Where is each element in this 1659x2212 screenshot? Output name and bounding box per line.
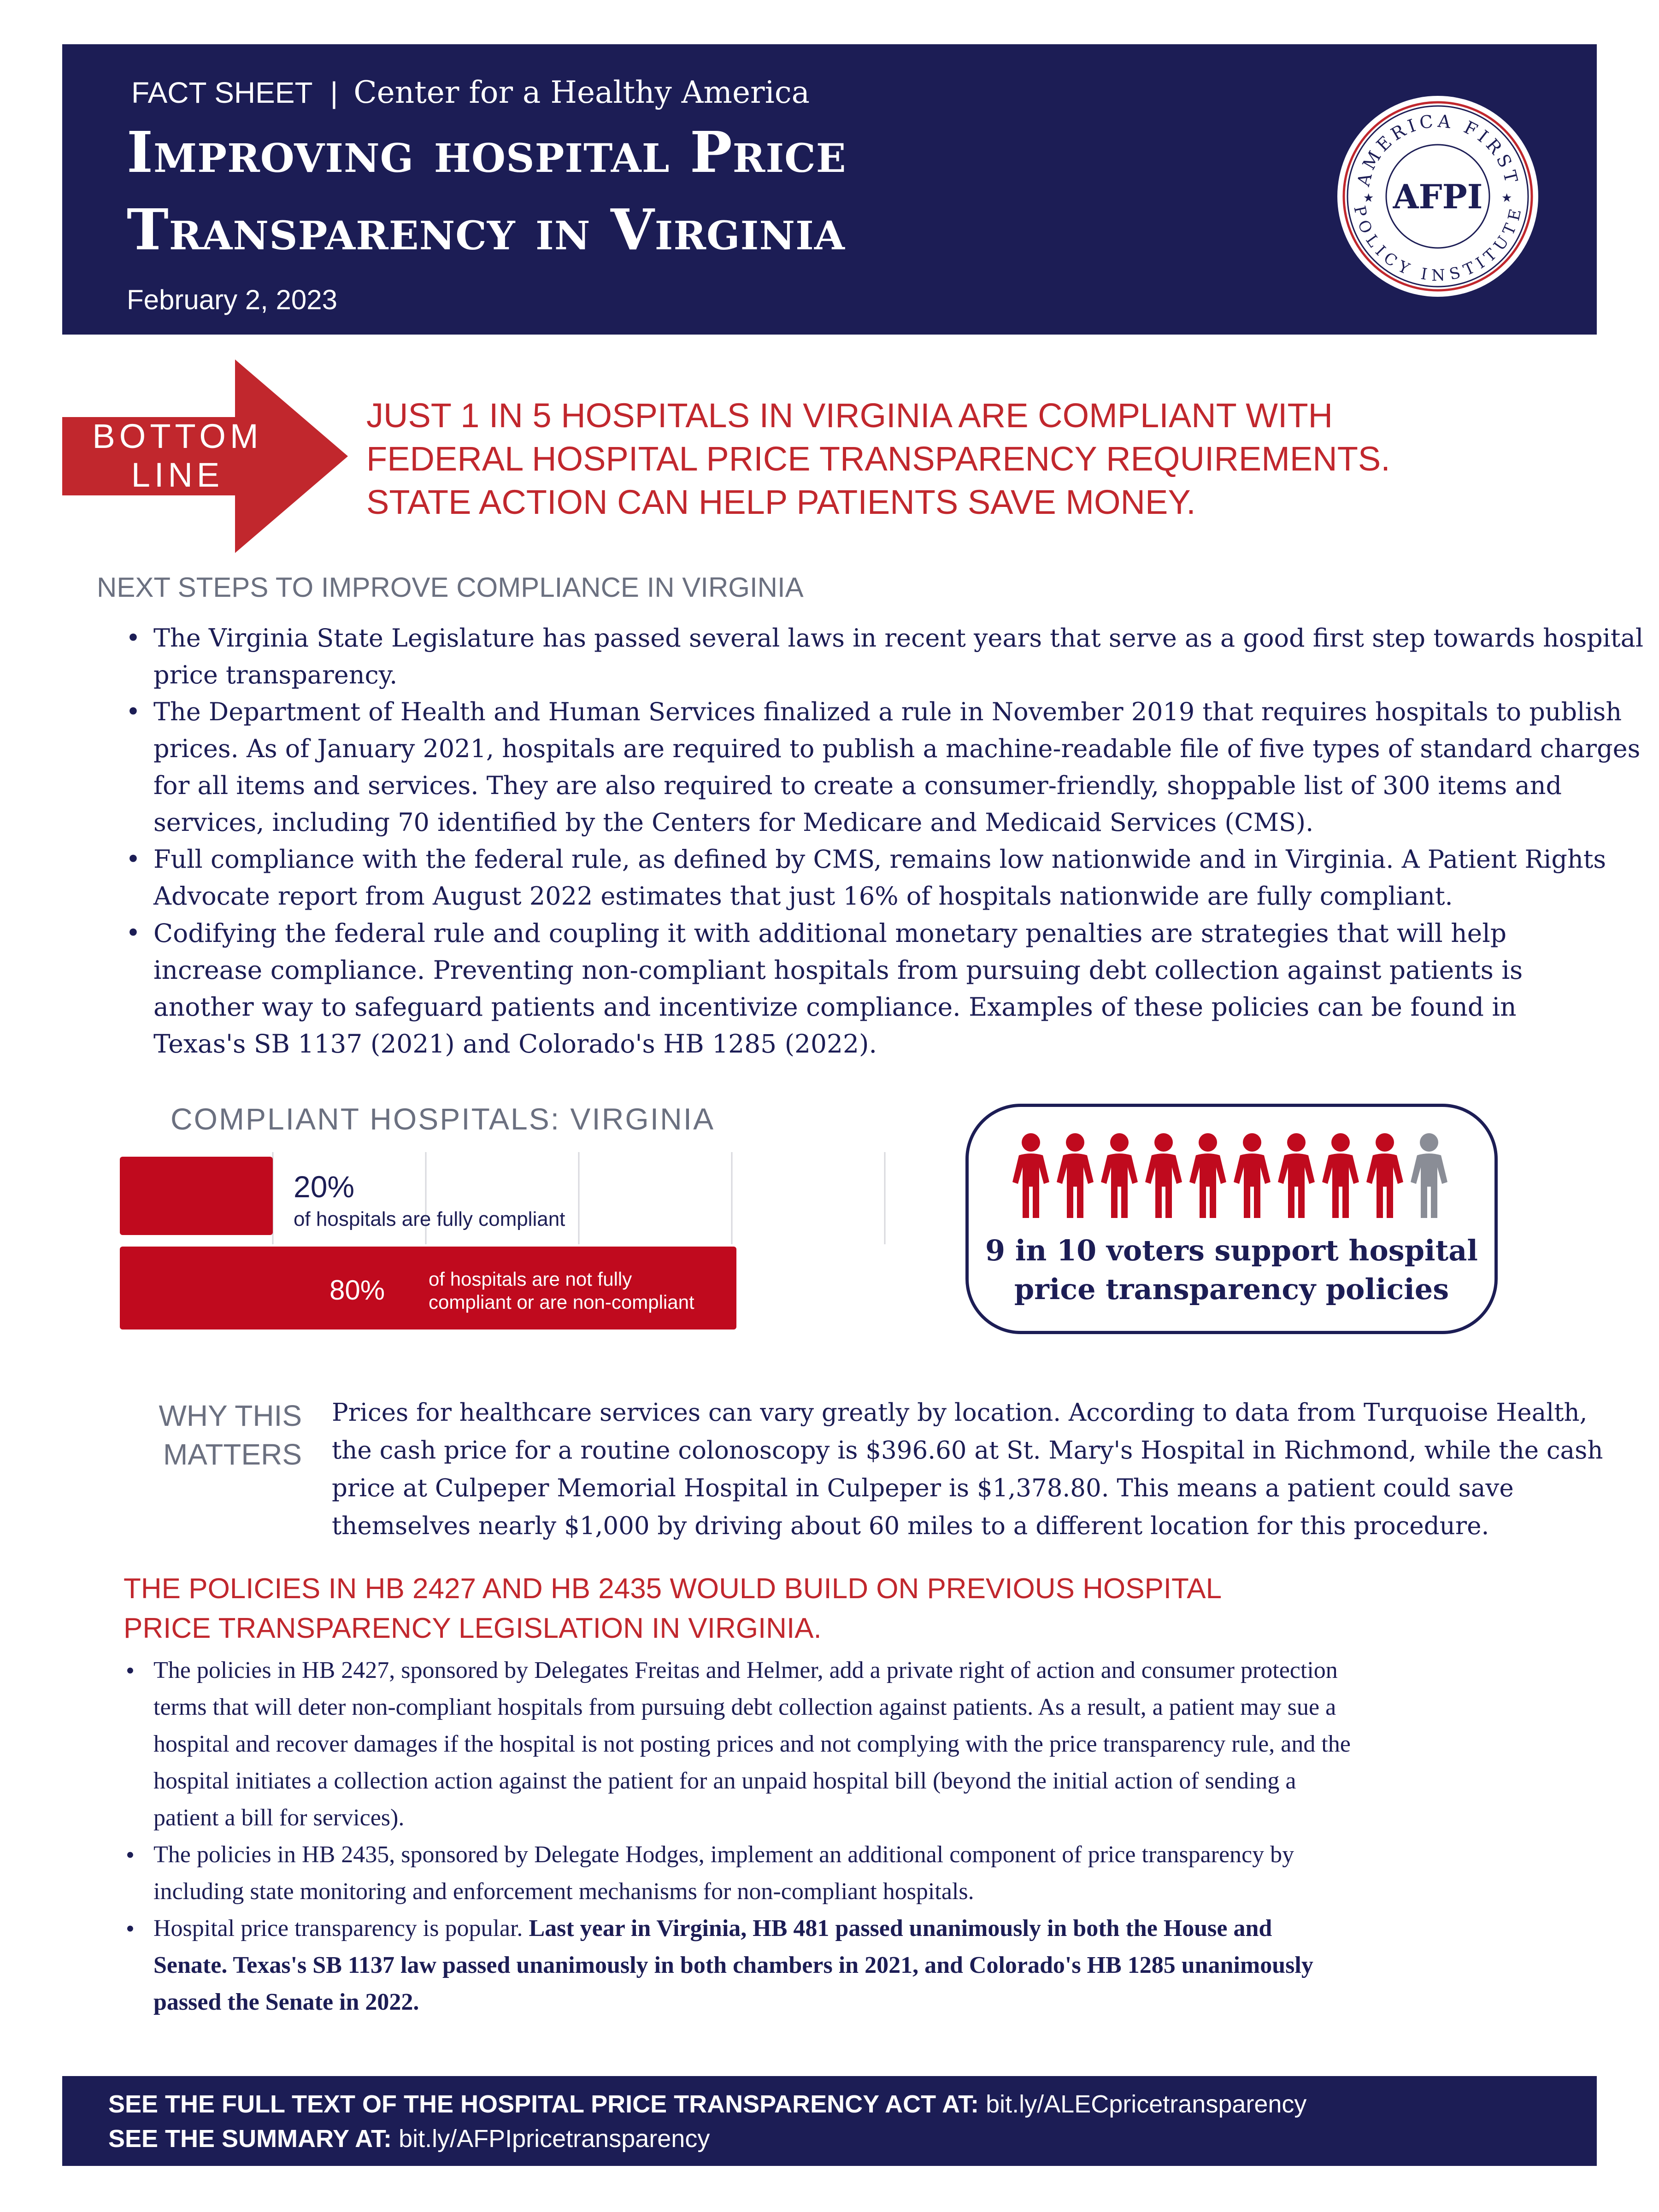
next-steps-heading: NEXT STEPS TO IMPROVE COMPLIANCE IN VIRGINIA [97, 572, 804, 603]
bottom-line-text-3: STATE ACTION CAN HELP PATIENTS SAVE MONEY. [366, 483, 1196, 521]
org-name: Center for a Healthy America [353, 75, 810, 110]
person-icon [1322, 1133, 1359, 1218]
page-title [127, 113, 847, 268]
why-matters-label [118, 1396, 302, 1474]
bullet-dot: • [126, 1915, 135, 1942]
person-icon [1101, 1133, 1138, 1218]
person-icon [1411, 1133, 1447, 1218]
voter-support-text [969, 1231, 1494, 1309]
logo-ring-bottom-text: POLICY INSTITUTE [1350, 204, 1526, 285]
category-label-not-compliant-line1: of hospitals are not fully [429, 1268, 632, 1290]
voter-text-line-1: 9 in 10 voters support hospital [985, 1234, 1478, 1267]
value-label-not-compliant: 80% [329, 1275, 385, 1306]
policies-list [122, 1652, 1597, 2021]
bullet-dot: • [126, 624, 141, 653]
list-item: • The Department of Health and Human Services finalized a rule in November 2019 that requires hospitals to publish prices. As of January 2021, hospitals are required to publish a machine-readable file of five types of standard charges for all items and services. They are also required to create a consumer-friendly, shoppable list of 300 items and services, including 70 identified by the Centers for Medicare and Medicaid Services (CMS). [122, 694, 1597, 841]
why-label-line-2: MATTERS [163, 1438, 302, 1471]
bottom-line-label-1: BOTTOM [92, 417, 263, 455]
header-banner [62, 44, 1597, 335]
bottom-line-label [69, 417, 286, 494]
bottom-line-label-2: LINE [131, 456, 224, 494]
bottom-line-text-2: FEDERAL HOSPITAL PRICE TRANSPARENCY REQUIREMENTS. [366, 440, 1390, 478]
person-icon [1012, 1133, 1049, 1218]
bottom-line-text [366, 394, 1611, 524]
person-icon [1145, 1133, 1182, 1218]
bullet-dot: • [126, 918, 141, 947]
bullet-dot: • [126, 1841, 135, 1869]
list-item: • The policies in HB 2427, sponsored by Delegates Freitas and Helmer, add a private right of action and consumer protection terms that will deter non-compliant hospitals from pursuing debt collection against patients. As a result, a patient may sue a hospital and recover damages if the hospital is not posting prices and not complying with the price transparency rule, and the hospital initiates a collection action against the patient for an unpaid hospital bill (beyond the initial action of sending a patient a bill for services). [122, 1652, 1597, 1836]
logo-ring-top-text: AMERICA FIRST [1353, 111, 1523, 188]
list-item: • The Virginia State Legislature has passed several laws in recent years that serve as a good first step towards hospital price transparency. [122, 620, 1597, 694]
policies-heading-line-2: PRICE TRANSPARENCY LEGISLATION IN VIRGINIA. [124, 1612, 822, 1644]
bullet-dot: • [126, 845, 141, 874]
list-item: • Full compliance with the federal rule, as defined by CMS, remains low nationwide and in Virginia. A Patient Rights Advocate report from August 2022 estimates that just 16% of hospitals nationwide are fully compliant. [122, 841, 1597, 915]
kicker-separator: | [330, 76, 338, 109]
why-label-line-1: WHY THIS [159, 1399, 302, 1432]
footer-line-1: SEE THE FULL TEXT OF THE HOSPITAL PRICE TRANSPARENCY ACT AT: bit.ly/ALECpricetransparency [108, 2090, 1307, 2118]
chart-title: COMPLIANT HOSPITALS: VIRGINIA [171, 1102, 715, 1136]
category-label-not-compliant-line2: compliant or are non-compliant [429, 1291, 694, 1313]
category-label-fully-compliant: of hospitals are fully compliant [294, 1208, 565, 1230]
person-icon [1278, 1133, 1315, 1218]
policies-heading [124, 1569, 1222, 1648]
full-text-link[interactable]: bit.ly/ALECpricetransparency [986, 2090, 1307, 2118]
list-item: • The policies in HB 2435, sponsored by Delegate Hodges, implement an additional component of price transparency by including state monitoring and enforcement mechanisms for non-compliant hospitals. [122, 1836, 1597, 1910]
compliance-bar-chart [120, 1152, 894, 1336]
afpi-logo [1336, 95, 1539, 298]
bar-fully-compliant [120, 1157, 273, 1235]
bar-not-compliant [120, 1247, 736, 1330]
kicker [131, 75, 810, 110]
fact-sheet-label: FACT SHEET [131, 76, 313, 109]
footer-banner [62, 2076, 1597, 2166]
bullet-dot: • [126, 697, 141, 726]
summary-link[interactable]: bit.ly/AFPIpricetransparency [399, 2125, 710, 2153]
logo-star-right: ★ [1501, 191, 1512, 205]
title-line-1: Improving hospital Price [127, 119, 847, 185]
logo-center-text: AFPI [1393, 177, 1483, 216]
person-icon [1057, 1133, 1094, 1218]
title-line-2: Transparency in Virginia [127, 196, 845, 263]
publish-date: February 2, 2023 [127, 284, 337, 315]
bullet-dot: • [126, 1657, 135, 1684]
footer-line-2: SEE THE SUMMARY AT: bit.ly/AFPIpricetransparency [108, 2125, 710, 2153]
voter-support-card [965, 1104, 1498, 1334]
list-item: • Hospital price transparency is popular. Last year in Virginia, HB 481 passed unanimously in both the House and Senate. Texas's SB 1137 law passed unanimously in both chambers in 2021, and Colorado's HB 1285 unanimously passed the Senate in 2022. [122, 1910, 1597, 2021]
logo-star-left: ★ [1363, 191, 1374, 205]
policies-heading-line-1: THE POLICIES IN HB 2427 AND HB 2435 WOULD BUILD ON PREVIOUS HOSPITAL [124, 1573, 1222, 1605]
voter-text-line-2: price transparency policies [1014, 1272, 1449, 1306]
next-steps-list [122, 620, 1644, 1062]
person-icon [1189, 1133, 1226, 1218]
person-icon [1234, 1133, 1271, 1218]
why-matters-text: Prices for healthcare services can vary greatly by location. According to data from Turquoise Health, the cash price for a routine colonoscopy is $396.60 at St. Mary's Hospital in Richmond, while the cash price at Culpeper Memorial Hospital in Culpeper is $1,378.80. This means a patient could save themselves nearly $1,000 by driving about 60 miles to a different location for this procedure. [332, 1399, 1603, 1540]
people-icons [1012, 1132, 1455, 1220]
bottom-line-text-1: JUST 1 IN 5 HOSPITALS IN VIRGINIA ARE COMPLIANT WITH [366, 396, 1333, 435]
chart-grid [273, 1152, 885, 1244]
value-label-fully-compliant: 20% [294, 1170, 355, 1204]
person-icon [1366, 1133, 1403, 1218]
list-item: • Codifying the federal rule and coupling it with additional monetary penalties are strategies that will help increase compliance. Preventing non-compliant hospitals from pursuing debt collection against patients is another way to safeguard patients and incentivize compliance. Examples of these policies can be found in Texas's SB 1137 (2021) and Colorado's HB 1285 (2022). [122, 915, 1597, 1062]
